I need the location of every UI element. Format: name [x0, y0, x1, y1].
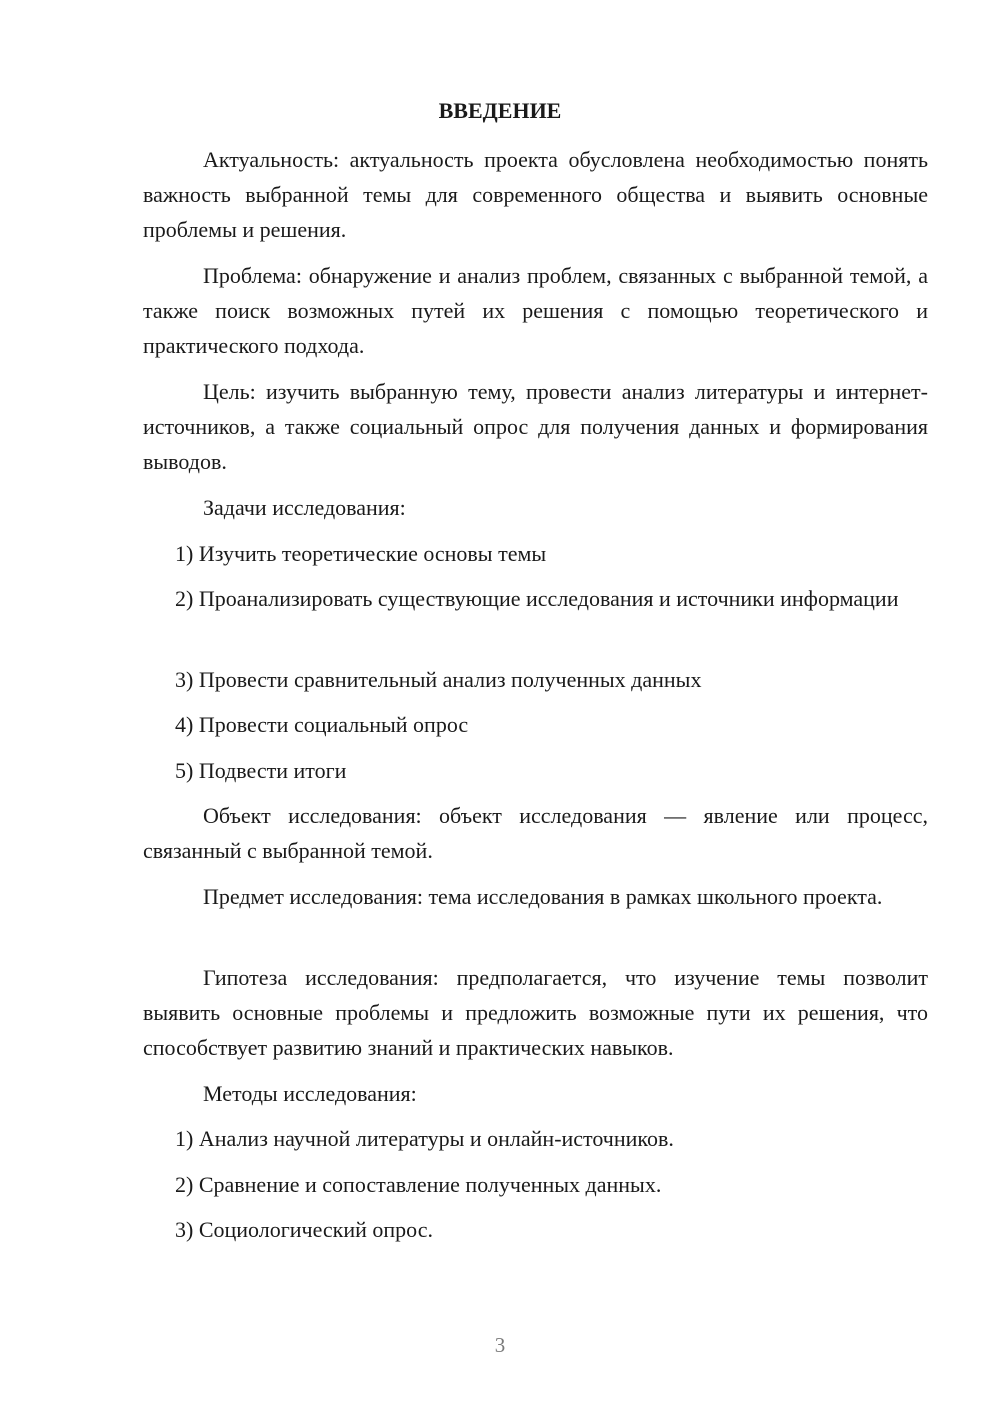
paragraph-subject: Предмет исследования: тема исследования в рамках школьного проекта.	[203, 884, 883, 909]
paragraph-goal: Цель: изучить выбранную тему, провести анализ литературы и интернет-источников, а также социальный опрос для получения данных и формирования выводов.	[143, 379, 928, 474]
paragraph-problem: Проблема: обнаружение и анализ проблем, связанных с выбранной темой, а также поиск возможных путей их решения с помощью теоретического и практического подхода.	[143, 263, 928, 358]
page-title: ВВЕДЕНИЕ	[438, 98, 562, 123]
task-item-5: 5) Подвести итоги	[175, 758, 347, 783]
task-item-1: 1) Изучить теоретические основы темы	[175, 541, 547, 566]
task-item-2: 2) Проанализировать существующие исследования и источники информации	[175, 586, 899, 611]
page-number: 3	[494, 1333, 506, 1357]
task-item-4: 4) Провести социальный опрос	[175, 712, 469, 737]
task-item-3: 3) Провести сравнительный анализ полученных данных	[175, 667, 702, 692]
methods-label: Методы исследования:	[203, 1081, 417, 1106]
paragraph-relevance: Актуальность: актуальность проекта обусловлена необходимостью понять важность выбранной темы для современного общества и выявить основные проблемы и решения.	[143, 147, 928, 242]
paragraph-object: Объект исследования: объект исследования — явление или процесс, связанный с выбранной темой.	[143, 803, 928, 863]
method-item-2: 2) Сравнение и сопоставление полученных данных.	[175, 1172, 662, 1197]
method-item-1: 1) Анализ научной литературы и онлайн-источников.	[175, 1126, 674, 1151]
tasks-label: Задачи исследования:	[203, 495, 406, 520]
paragraph-hypothesis: Гипотеза исследования: предполагается, что изучение темы позволит выявить основные проблемы и предложить возможные пути их решения, что способствует развитию знаний и практических навыков.	[143, 965, 928, 1060]
method-item-3: 3) Социологический опрос.	[175, 1217, 433, 1242]
